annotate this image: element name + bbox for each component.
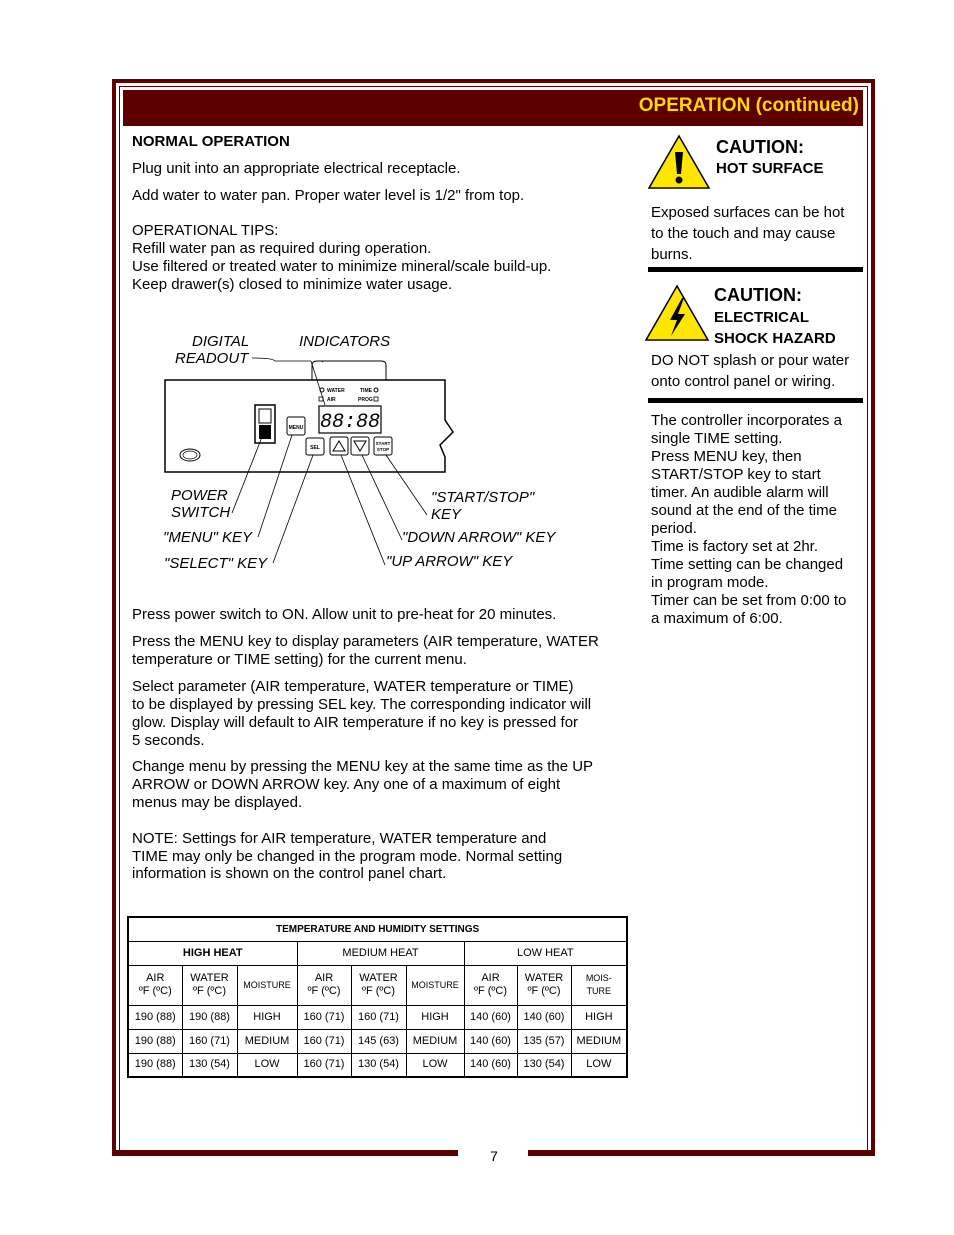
- table-cell: HIGH: [406, 1005, 464, 1029]
- controller-note-line: START/STOP key to start: [651, 466, 821, 483]
- menu-key-label: MENU: [288, 425, 304, 431]
- table-cell: 130 (54): [182, 1053, 237, 1077]
- label-power: POWER: [171, 487, 228, 504]
- controller-note-line: a maximum of 6:00.: [651, 610, 783, 627]
- col-air: AIR ºF (ºC): [297, 965, 351, 1005]
- tip-item: Refill water pan as required during operation.: [132, 240, 432, 257]
- label-menu-key: "MENU" KEY: [163, 529, 252, 546]
- table-row: [128, 1005, 627, 1029]
- step-add-water: Add water to water pan. Proper water level is 1/2" from top.: [132, 187, 525, 204]
- note-line: TIME may only be changed in the program mode. Normal setting: [132, 848, 563, 865]
- indicator-time-label: TIME: [360, 388, 372, 394]
- stop-key-label: STOP: [376, 447, 390, 452]
- group-low-heat: LOW HEAT: [464, 941, 627, 965]
- table-cell: 140 (60): [464, 1053, 517, 1077]
- section-title: OPERATION (continued): [638, 95, 859, 116]
- electrical-shock-warning-icon: [644, 284, 710, 342]
- section-header: [123, 90, 863, 126]
- caution-hot-subtitle: HOT SURFACE: [716, 160, 824, 177]
- col-air: AIR ºF (ºC): [128, 965, 182, 1005]
- control-panel-diagram: [155, 325, 575, 585]
- label-select-key: "SELECT" KEY: [164, 555, 268, 572]
- caution-hot-text: Exposed surfaces can be hot: [651, 204, 845, 221]
- caution-shock-sub: ELECTRICAL: [714, 309, 809, 326]
- col-air: AIR ºF (ºC): [464, 965, 517, 1005]
- indicator-water-label: WATER: [327, 388, 345, 394]
- tip-item: Keep drawer(s) closed to minimize water usage.: [132, 276, 453, 293]
- group-high-heat: HIGH HEAT: [128, 941, 297, 965]
- settings-table: [127, 916, 628, 1078]
- page-number: 7: [490, 1148, 498, 1164]
- col-water: WATER ºF (ºC): [517, 965, 571, 1005]
- table-row: [128, 1053, 627, 1077]
- indicator-air-label: AIR: [327, 397, 336, 403]
- tip-item: Use filtered or treated water to minimize mineral/scale build-up.: [132, 258, 552, 275]
- table-cell: 130 (54): [351, 1053, 406, 1077]
- controller-note-line: Press MENU key, then: [651, 448, 802, 465]
- controller-note-line: period.: [651, 520, 697, 537]
- col-moisture: MOIS- TURE: [571, 965, 627, 1005]
- label-down-arrow: "DOWN ARROW" KEY: [402, 529, 556, 546]
- controller-note-line: timer. An audible alarm will: [651, 484, 829, 501]
- col-moisture: MOISTURE: [406, 965, 464, 1005]
- table-header-row: [128, 965, 627, 1005]
- table-cell: 145 (63): [351, 1029, 406, 1053]
- instruction-menu-line: Press the MENU key to display parameters (AIR temperature, WATER: [132, 633, 599, 650]
- caution-shock-text: DO NOT splash or pour water: [651, 352, 850, 369]
- table-cell: LOW: [237, 1053, 297, 1077]
- table-cell: HIGH: [237, 1005, 297, 1029]
- table-cell: 140 (60): [464, 1029, 517, 1053]
- instruction-select-line: Select parameter (AIR temperature, WATER temperature or TIME): [132, 678, 574, 695]
- step-plug-in: Plug unit into an appropriate electrical receptacle.: [132, 160, 461, 177]
- caution-shock-text: onto control panel or wiring.: [651, 373, 836, 390]
- hot-surface-warning-icon: [647, 134, 711, 190]
- instruction-menu-line: temperature or TIME setting) for the current menu.: [132, 651, 467, 668]
- footer-rule-right: [528, 1150, 875, 1156]
- caution-shock-sub: SHOCK HAZARD: [714, 330, 836, 347]
- tips-heading: OPERATIONAL TIPS:: [132, 222, 279, 239]
- label-digital: DIGITAL: [192, 333, 250, 350]
- caution-hot-text: burns.: [651, 246, 693, 263]
- instruction-select-line: 5 seconds.: [132, 732, 205, 749]
- controller-notes: [651, 412, 866, 628]
- table-row: [128, 1029, 627, 1053]
- note-line: information is shown on the control panel chart.: [132, 865, 447, 882]
- controller-note-line: Time setting can be changed: [651, 556, 844, 573]
- table-cell: 190 (88): [128, 1005, 182, 1029]
- normal-operation-heading: NORMAL OPERATION: [132, 133, 290, 150]
- sel-key-label: SEL: [310, 445, 320, 451]
- instruction-select-line: glow. Display will default to AIR temperature if no key is pressed for: [132, 714, 579, 731]
- table-cell: MEDIUM: [406, 1029, 464, 1053]
- col-water: WATER ºF (ºC): [351, 965, 406, 1005]
- table-cell: 190 (88): [182, 1005, 237, 1029]
- indicator-prog-label: PROG: [358, 397, 373, 403]
- caution-shock-title: CAUTION:: [714, 285, 802, 305]
- table-cell: 130 (54): [517, 1053, 571, 1077]
- instruction-change-menu-line: ARROW or DOWN ARROW key. Any one of a maximum of eight: [132, 776, 561, 793]
- label-readout: READOUT: [175, 350, 249, 367]
- label-start-stop-key: KEY: [431, 506, 462, 523]
- table-cell: 140 (60): [517, 1005, 571, 1029]
- note-line: NOTE: Settings for AIR temperature, WATER temperature and: [132, 830, 547, 847]
- table-cell: 160 (71): [182, 1029, 237, 1053]
- controller-note-line: Time is factory set at 2hr.: [651, 538, 818, 555]
- controller-note-line: Timer can be set from 0:00 to: [651, 592, 847, 609]
- table-cell: 135 (57): [517, 1029, 571, 1053]
- instruction-change-menu-line: menus may be displayed.: [132, 794, 303, 811]
- controller-note-line: The controller incorporates a: [651, 412, 842, 429]
- table-cell: LOW: [571, 1053, 627, 1077]
- caution-divider: [648, 398, 863, 403]
- table-cell: 160 (71): [297, 1053, 351, 1077]
- instruction-select-line: to be displayed by pressing SEL key. The corresponding indicator will: [132, 696, 592, 713]
- table-cell: 160 (71): [297, 1029, 351, 1053]
- table-cell: 160 (71): [351, 1005, 406, 1029]
- instruction-change-menu-line: Change menu by pressing the MENU key at the same time as the UP: [132, 758, 594, 775]
- settings-table-title: TEMPERATURE AND HUMIDITY SETTINGS: [128, 917, 627, 941]
- digital-readout: 88:88: [319, 411, 381, 434]
- table-cell: 140 (60): [464, 1005, 517, 1029]
- start-key-label: START: [375, 441, 391, 446]
- col-moisture: MOISTURE: [237, 965, 297, 1005]
- table-cell: HIGH: [571, 1005, 627, 1029]
- label-indicators: INDICATORS: [299, 333, 391, 350]
- caution-hot-text: to the touch and may cause: [651, 225, 836, 242]
- label-start-stop: "START/STOP": [431, 489, 535, 506]
- group-medium-heat: MEDIUM HEAT: [297, 941, 464, 965]
- controller-note-line: in program mode.: [651, 574, 769, 591]
- label-switch: SWITCH: [171, 504, 231, 521]
- col-water: WATER ºF (ºC): [182, 965, 237, 1005]
- instruction-power-on: Press power switch to ON. Allow unit to pre-heat for 20 minutes.: [132, 606, 557, 623]
- table-cell: 190 (88): [128, 1053, 182, 1077]
- table-cell: 190 (88): [128, 1029, 182, 1053]
- footer-rule-left: [112, 1150, 458, 1156]
- table-cell: MEDIUM: [237, 1029, 297, 1053]
- table-cell: LOW: [406, 1053, 464, 1077]
- controller-note-line: sound at the end of the time: [651, 502, 837, 519]
- controller-note-line: single TIME setting.: [651, 430, 783, 447]
- table-cell: MEDIUM: [571, 1029, 627, 1053]
- caution-divider: [648, 267, 863, 272]
- table-cell: 160 (71): [297, 1005, 351, 1029]
- caution-hot-title: CAUTION:: [716, 137, 804, 157]
- label-up-arrow: "UP ARROW" KEY: [386, 553, 513, 570]
